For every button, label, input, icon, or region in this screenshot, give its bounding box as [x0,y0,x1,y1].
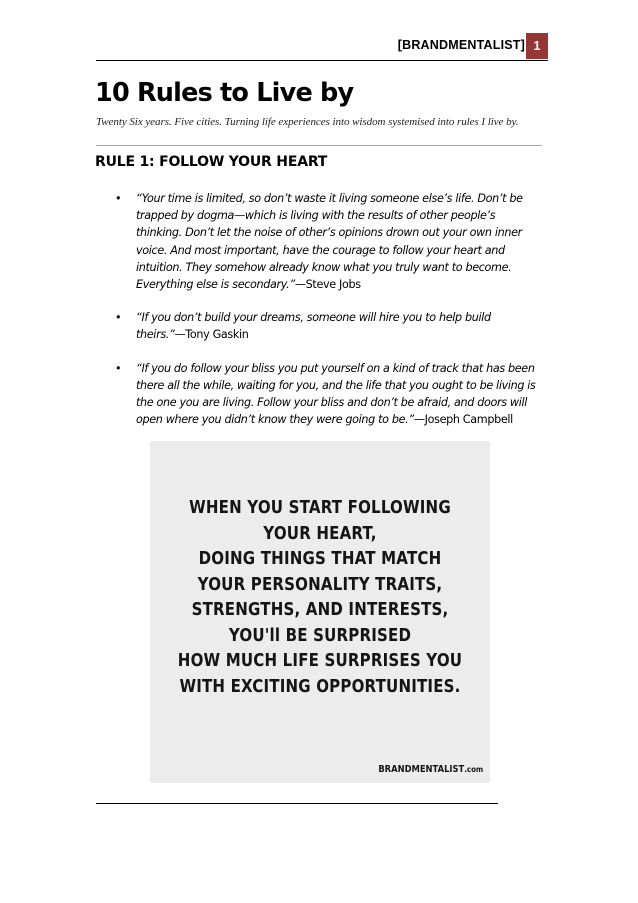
quote-image-line: WITH EXCITING OPPORTUNITIES. [179,676,461,697]
rule-heading: RULE 1: FOLLOW YOUR HEART [95,154,328,170]
quote-image-line: YOUR HEART, [263,523,377,544]
header-divider [96,60,548,61]
page-number-badge: 1 [526,33,548,59]
bullet-icon: • [115,361,122,375]
quote-text: “Your time is limited, so don’t waste it living someone else’s life. Don’t be trapped by dogma—which is living with the results of other people’s thinking. Don’t let the noise of other’s opinions drown out your own inner voice. And most important, have the courage to follow your heart and intuition. They somehow already know what you truly want to become. Everything else is secondary.” [136,192,523,292]
quote-image-watermark [378,764,483,775]
bullet-icon: • [115,311,122,325]
title-divider [96,145,542,146]
header-brand: [BRANDMENTALIST] [397,38,525,52]
quote-image-line: STRENGTHS, AND INTERESTS, [191,600,449,620]
quote-image-line: WHEN YOU START FOLLOWING [189,498,451,518]
quote-image-text [174,496,466,700]
footer-divider [96,803,498,804]
quote-text: “If you don’t build your dreams, someone will hire you to help build theirs.” [136,311,491,342]
quote-image-line: YOU'll BE SURPRISED [228,625,412,646]
quote-image-line: DOING THINGS THAT MATCH [198,549,442,569]
watermark-suffix: .com [463,765,483,774]
watermark-name: BRANDMENTALIST [378,764,464,775]
quote-image-line: YOUR PERSONALITY TRAITS, [197,574,443,595]
quote-text: “If you do follow your bliss you put yourself on a kind of track that has been there all the while, waiting for you, and the life that you ought to be living is the one you are living. Follow your bliss and don’t be afraid, and doors will open where you didn’t know they were going to be.” [136,361,536,427]
quote-image-line: HOW MUCH LIFE SURPRISES YOU [177,651,463,671]
quote-item [113,360,543,429]
quote-author: —Steve Jobs [294,278,361,292]
quote-item [113,190,543,293]
document-title: 10 Rules to Live by [95,78,354,108]
document-subtitle: Twenty Six years. Five cities. Turning life experiences into wisdom systemised into rules I live by. [96,116,519,128]
bullet-icon: • [115,192,122,205]
quote-author: —Joseph Campbell [413,413,513,427]
quote-image [150,441,490,783]
quote-author: —Tony Gaskin [174,328,249,342]
quote-list [113,190,543,444]
quote-item [113,309,543,343]
